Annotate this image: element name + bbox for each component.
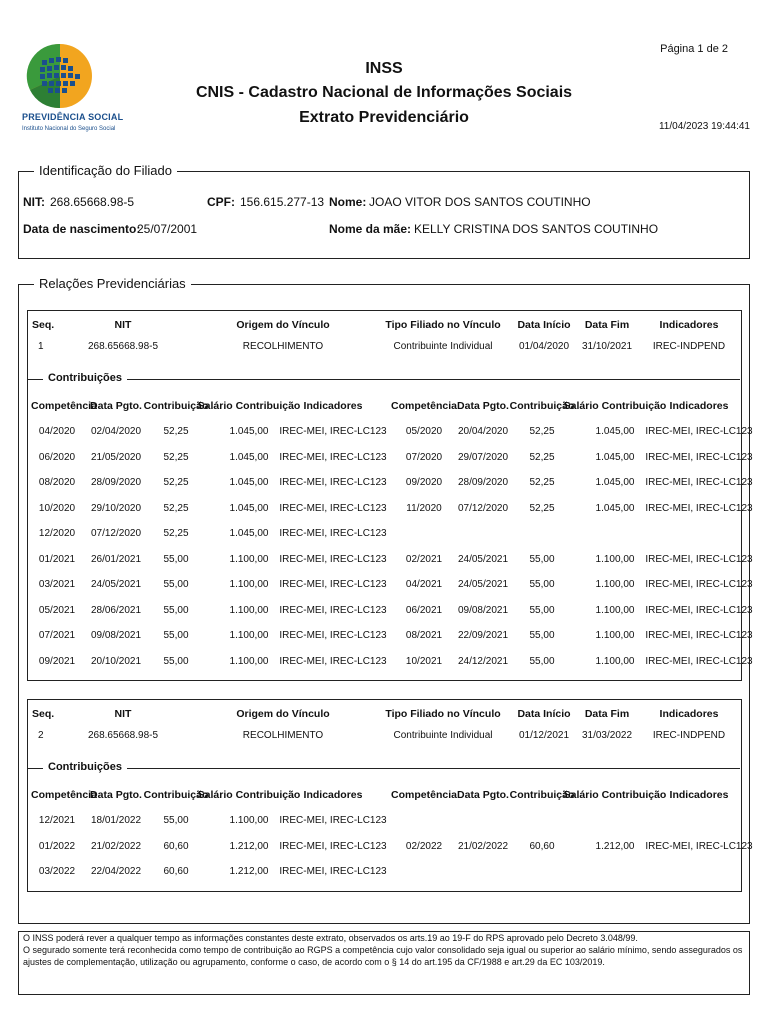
contrib-ind-left: IREC-MEI, IREC-LC123 bbox=[279, 630, 387, 641]
contrib-ind-left: IREC-MEI, IREC-LC123 bbox=[279, 528, 387, 539]
vinculo-fim: 31/03/2022 bbox=[581, 730, 633, 741]
cpf-value: 156.615.277-13 bbox=[240, 195, 325, 209]
contrib-salario-right: 1.100,00 bbox=[595, 579, 635, 590]
contrib-pgto-left: 21/05/2020 bbox=[90, 451, 142, 463]
nome-label: Nome: bbox=[329, 195, 367, 209]
contrib-comp-left: 10/2020 bbox=[38, 502, 76, 514]
contrib-comp-right: 06/2021 bbox=[405, 604, 443, 616]
contrib-comp-right: 05/2020 bbox=[405, 426, 443, 437]
contrib-comp-left: 03/2022 bbox=[38, 866, 76, 877]
vinculo-inicio: 01/12/2021 bbox=[518, 730, 570, 741]
vinculo-indicadores: IREC-INDPEND bbox=[652, 341, 726, 352]
contrib-salario-left: 1.100,00 bbox=[229, 604, 269, 616]
vinculo-nit: 268.65668.98-5 bbox=[87, 730, 159, 741]
contrib-pgto-right: 24/05/2021 bbox=[457, 579, 509, 590]
vinculo-fim: 31/10/2021 bbox=[581, 341, 633, 352]
contrib-ind-right: IREC-MEI, IREC-LC123 bbox=[645, 426, 753, 437]
vinculo-header-indicadores: Indicadores bbox=[659, 708, 719, 720]
contrib-header-salario-left: Salário Contribuição bbox=[197, 400, 301, 412]
contrib-contrib-left: 60,60 bbox=[163, 840, 189, 852]
contrib-ind-right: IREC-MEI, IREC-LC123 bbox=[645, 477, 753, 488]
header-title: INSS bbox=[365, 60, 403, 77]
contrib-comp-right: 11/2020 bbox=[406, 502, 442, 514]
contrib-contrib-right: 55,00 bbox=[529, 655, 555, 667]
contrib-comp-left: 01/2022 bbox=[38, 840, 76, 852]
contrib-comp-left: 12/2021 bbox=[38, 815, 76, 826]
contrib-pgto-left: 22/04/2022 bbox=[90, 866, 142, 877]
vinculo-tipo: Contribuinte Individual bbox=[393, 730, 493, 741]
contrib-ind-left: IREC-MEI, IREC-LC123 bbox=[279, 553, 387, 565]
header-subtitle: CNIS - Cadastro Nacional de Informações Sociais bbox=[195, 84, 573, 101]
contrib-ind-left: IREC-MEI, IREC-LC123 bbox=[279, 815, 387, 826]
vinculo-nit: 268.65668.98-5 bbox=[87, 341, 159, 352]
contrib-header-salario-right: Salário Contribuição bbox=[563, 789, 667, 801]
vinculo-block bbox=[27, 310, 742, 681]
contrib-contrib-right: 60,60 bbox=[529, 840, 555, 852]
contrib-header-contrib-left: Contribuição bbox=[143, 400, 209, 412]
contrib-ind-left: IREC-MEI, IREC-LC123 bbox=[279, 604, 387, 616]
contrib-contrib-left: 52,25 bbox=[163, 451, 189, 463]
contrib-comp-left: 09/2021 bbox=[38, 655, 76, 667]
document-datetime: 11/04/2023 19:44:41 bbox=[658, 121, 750, 132]
filiado-section bbox=[18, 171, 750, 259]
contrib-contrib-left: 55,00 bbox=[163, 630, 189, 641]
contrib-contrib-left: 55,00 bbox=[163, 553, 189, 565]
nit-label: NIT: bbox=[23, 195, 45, 209]
contrib-salario-left: 1.045,00 bbox=[229, 477, 269, 488]
contrib-header-contrib-left: Contribuição bbox=[143, 789, 209, 801]
contrib-pgto-right: 07/12/2020 bbox=[457, 502, 509, 514]
contrib-ind-left: IREC-MEI, IREC-LC123 bbox=[279, 426, 387, 437]
contrib-contrib-right: 52,25 bbox=[529, 477, 555, 488]
vinculo-header-nit: NIT bbox=[114, 319, 132, 331]
contrib-salario-left: 1.045,00 bbox=[229, 426, 269, 437]
vinculo-header-fim: Data Fim bbox=[584, 708, 630, 720]
contrib-ind-left: IREC-MEI, IREC-LC123 bbox=[279, 502, 387, 514]
contrib-salario-right: 1.212,00 bbox=[595, 840, 635, 852]
contrib-pgto-left: 09/08/2021 bbox=[90, 630, 142, 641]
contrib-comp-right: 04/2021 bbox=[405, 579, 443, 590]
contrib-ind-left: IREC-MEI, IREC-LC123 bbox=[279, 451, 387, 463]
contribuicoes-title: Contribuições bbox=[43, 372, 127, 384]
contrib-ind-right: IREC-MEI, IREC-LC123 bbox=[645, 604, 753, 616]
contrib-header-pgto-left: Data Pgto. bbox=[90, 400, 142, 412]
contrib-ind-left: IREC-MEI, IREC-LC123 bbox=[279, 840, 387, 852]
contribuicoes-title: Contribuições bbox=[43, 761, 127, 773]
vinculo-indicadores: IREC-INDPEND bbox=[652, 730, 726, 741]
contrib-pgto-left: 26/01/2021 bbox=[90, 553, 142, 565]
contrib-comp-left: 08/2020 bbox=[38, 477, 76, 488]
relacoes-section-title: Relações Previdenciárias bbox=[34, 276, 191, 291]
vinculo-header-origem: Origem do Vínculo bbox=[236, 319, 330, 331]
contrib-salario-left: 1.045,00 bbox=[229, 502, 269, 514]
vinculo-header-inicio: Data Início bbox=[517, 319, 571, 331]
vinculo-inicio: 01/04/2020 bbox=[518, 341, 570, 352]
contribuicoes-divider bbox=[27, 768, 740, 769]
vinculo-header-origem: Origem do Vínculo bbox=[236, 708, 330, 720]
vinculo-origem: RECOLHIMENTO bbox=[242, 730, 324, 741]
contrib-pgto-left: 29/10/2020 bbox=[90, 502, 142, 514]
contrib-contrib-right: 55,00 bbox=[529, 579, 555, 590]
nascimento-label: Data de nascimento: bbox=[23, 222, 141, 236]
header-document: Extrato Previdenciário bbox=[299, 109, 469, 126]
contrib-salario-left: 1.100,00 bbox=[229, 655, 269, 667]
page-indicator: Página 1 de 2 bbox=[660, 43, 728, 55]
contrib-comp-right: 07/2020 bbox=[405, 451, 443, 463]
contrib-ind-right: IREC-MEI, IREC-LC123 bbox=[645, 451, 753, 463]
mae-value: KELLY CRISTINA DOS SANTOS COUTINHO bbox=[414, 222, 659, 236]
contribuicoes-divider bbox=[27, 379, 740, 380]
contrib-comp-left: 07/2021 bbox=[38, 630, 76, 641]
contrib-ind-right: IREC-MEI, IREC-LC123 bbox=[645, 579, 753, 590]
contrib-ind-right: IREC-MEI, IREC-LC123 bbox=[645, 655, 753, 667]
contrib-header-salario-left: Salário Contribuição bbox=[197, 789, 301, 801]
contrib-contrib-left: 52,25 bbox=[163, 477, 189, 488]
contrib-contrib-right: 52,25 bbox=[529, 502, 555, 514]
contrib-header-pgto-right: Data Pgto. bbox=[457, 789, 509, 801]
contrib-ind-right: IREC-MEI, IREC-LC123 bbox=[645, 630, 753, 641]
vinculo-header-seq: Seq. bbox=[32, 708, 55, 720]
contrib-pgto-left: 21/02/2022 bbox=[90, 840, 142, 852]
contrib-salario-left: 1.212,00 bbox=[229, 840, 269, 852]
vinculo-header-tipo: Tipo Filiado no Vínculo bbox=[385, 708, 501, 720]
contrib-header-comp-left: Competência bbox=[31, 400, 97, 412]
logo-title: PREVIDÊNCIA SOCIAL bbox=[22, 112, 124, 122]
contrib-contrib-right: 55,00 bbox=[529, 553, 555, 565]
vinculo-header-inicio: Data Início bbox=[517, 708, 571, 720]
contrib-header-ind-left: Indicadores bbox=[303, 789, 363, 801]
contrib-salario-right: 1.045,00 bbox=[595, 451, 635, 463]
contrib-ind-left: IREC-MEI, IREC-LC123 bbox=[279, 655, 387, 667]
contrib-ind-left: IREC-MEI, IREC-LC123 bbox=[279, 579, 387, 590]
contrib-contrib-left: 55,00 bbox=[163, 815, 189, 826]
nome-value: JOAO VITOR DOS SANTOS COUTINHO bbox=[369, 195, 591, 209]
contrib-pgto-right: 20/04/2020 bbox=[457, 426, 509, 437]
contrib-salario-left: 1.100,00 bbox=[229, 553, 269, 565]
vinculo-header-fim: Data Fim bbox=[584, 319, 630, 331]
legal-notice-line1: O INSS poderá rever a qualquer tempo as informações constantes deste extrato, observados os arts.19 ao 19-F do RPS aprovado pelo Decreto 3.048/99. bbox=[23, 933, 638, 943]
contrib-comp-right: 02/2021 bbox=[405, 553, 443, 565]
contrib-pgto-right: 21/02/2022 bbox=[457, 840, 509, 852]
contrib-pgto-right: 24/05/2021 bbox=[457, 553, 509, 565]
contrib-comp-right: 02/2022 bbox=[405, 840, 443, 852]
contrib-ind-right: IREC-MEI, IREC-LC123 bbox=[645, 502, 753, 514]
contrib-header-comp-right: Competência bbox=[391, 789, 457, 801]
contrib-contrib-left: 52,25 bbox=[163, 528, 189, 539]
contrib-contrib-right: 52,25 bbox=[529, 451, 555, 463]
vinculo-header-tipo: Tipo Filiado no Vínculo bbox=[385, 319, 501, 331]
contrib-contrib-left: 55,00 bbox=[163, 655, 189, 667]
contrib-pgto-left: 02/04/2020 bbox=[90, 426, 142, 437]
contrib-ind-left: IREC-MEI, IREC-LC123 bbox=[279, 866, 387, 877]
vinculo-seq: 2 bbox=[38, 730, 44, 741]
contrib-contrib-right: 55,00 bbox=[529, 604, 555, 616]
contrib-pgto-left: 18/01/2022 bbox=[90, 815, 142, 826]
contrib-comp-right: 09/2020 bbox=[405, 477, 443, 488]
contrib-pgto-left: 28/06/2021 bbox=[90, 604, 142, 616]
legal-notice-line2: O segurado somente terá reconhecida como tempo de contribuição ao RGPS a competência cujo valor consolidado seja igual ou superior ao salário mínimo, sendo assegurados os ajustes de complementação, utilização ou agrupamento, conforme o caso, de acordo com o § 14 do art.195 da CF/1988 e art.29 da EC 103/2019. bbox=[23, 945, 743, 967]
contrib-pgto-right: 24/12/2021 bbox=[457, 655, 509, 667]
contrib-comp-left: 05/2021 bbox=[38, 604, 76, 616]
contrib-pgto-left: 28/09/2020 bbox=[90, 477, 142, 488]
contrib-header-contrib-right: Contribuição bbox=[509, 789, 575, 801]
contrib-header-comp-right: Competência bbox=[391, 400, 457, 412]
contrib-salario-left: 1.100,00 bbox=[229, 630, 269, 641]
contrib-pgto-right: 09/08/2021 bbox=[457, 604, 509, 616]
vinculo-header-nit: NIT bbox=[114, 708, 132, 720]
contrib-header-salario-right: Salário Contribuição bbox=[563, 400, 667, 412]
contrib-header-ind-left: Indicadores bbox=[303, 400, 363, 412]
mae-label: Nome da mãe: bbox=[329, 222, 412, 236]
contrib-contrib-left: 55,00 bbox=[163, 604, 189, 616]
contrib-pgto-right: 29/07/2020 bbox=[457, 451, 509, 463]
contrib-header-pgto-right: Data Pgto. bbox=[457, 400, 509, 412]
contrib-ind-left: IREC-MEI, IREC-LC123 bbox=[279, 477, 387, 488]
contrib-salario-left: 1.100,00 bbox=[229, 815, 269, 826]
contrib-contrib-left: 52,25 bbox=[163, 426, 189, 437]
contrib-header-ind-right: Indicadores bbox=[669, 789, 729, 801]
legal-notice bbox=[18, 931, 750, 995]
contrib-contrib-left: 52,25 bbox=[163, 502, 189, 514]
contrib-salario-right: 1.045,00 bbox=[595, 477, 635, 488]
contrib-comp-left: 12/2020 bbox=[38, 528, 76, 539]
vinculo-header-seq: Seq. bbox=[32, 319, 55, 331]
vinculo-header-indicadores: Indicadores bbox=[659, 319, 719, 331]
contrib-pgto-left: 20/10/2021 bbox=[90, 655, 142, 667]
nit-value: 268.65668.98-5 bbox=[50, 195, 135, 209]
contrib-salario-left: 1.045,00 bbox=[229, 528, 269, 539]
contrib-pgto-right: 22/09/2021 bbox=[457, 630, 509, 641]
contrib-contrib-right: 55,00 bbox=[529, 630, 555, 641]
contrib-pgto-left: 24/05/2021 bbox=[90, 579, 142, 590]
contrib-pgto-left: 07/12/2020 bbox=[90, 528, 142, 539]
logo-subtitle: Instituto Nacional do Seguro Social bbox=[22, 126, 116, 132]
contrib-header-comp-left: Competência bbox=[31, 789, 97, 801]
cpf-label: CPF: bbox=[207, 195, 235, 209]
contrib-comp-left: 06/2020 bbox=[38, 451, 76, 463]
contrib-header-ind-right: Indicadores bbox=[669, 400, 729, 412]
contrib-salario-right: 1.100,00 bbox=[595, 553, 635, 565]
contrib-contrib-left: 60,60 bbox=[163, 866, 189, 877]
contrib-salario-right: 1.045,00 bbox=[595, 502, 635, 514]
vinculo-tipo: Contribuinte Individual bbox=[393, 341, 493, 352]
contrib-comp-left: 04/2020 bbox=[38, 426, 76, 437]
contrib-salario-right: 1.045,00 bbox=[595, 426, 635, 437]
contrib-salario-right: 1.100,00 bbox=[595, 604, 635, 616]
nascimento-value: 25/07/2001 bbox=[137, 222, 198, 236]
contrib-contrib-right: 52,25 bbox=[529, 426, 555, 437]
contrib-ind-right: IREC-MEI, IREC-LC123 bbox=[645, 553, 753, 565]
contrib-salario-left: 1.212,00 bbox=[229, 866, 269, 877]
contrib-comp-left: 01/2021 bbox=[38, 553, 76, 565]
vinculo-origem: RECOLHIMENTO bbox=[242, 341, 324, 352]
contrib-comp-right: 08/2021 bbox=[405, 630, 443, 641]
contrib-salario-left: 1.100,00 bbox=[229, 579, 269, 590]
contrib-salario-right: 1.100,00 bbox=[595, 655, 635, 667]
contrib-header-pgto-left: Data Pgto. bbox=[90, 789, 142, 801]
contrib-salario-right: 1.100,00 bbox=[595, 630, 635, 641]
contrib-header-contrib-right: Contribuição bbox=[509, 400, 575, 412]
vinculo-seq: 1 bbox=[38, 341, 44, 352]
filiado-section-title: Identificação do Filiado bbox=[34, 163, 177, 178]
contrib-pgto-right: 28/09/2020 bbox=[457, 477, 509, 488]
contrib-salario-left: 1.045,00 bbox=[229, 451, 269, 463]
contrib-ind-right: IREC-MEI, IREC-LC123 bbox=[645, 840, 753, 852]
contrib-comp-right: 10/2021 bbox=[405, 655, 443, 667]
contrib-comp-left: 03/2021 bbox=[38, 579, 76, 590]
contrib-contrib-left: 55,00 bbox=[163, 579, 189, 590]
